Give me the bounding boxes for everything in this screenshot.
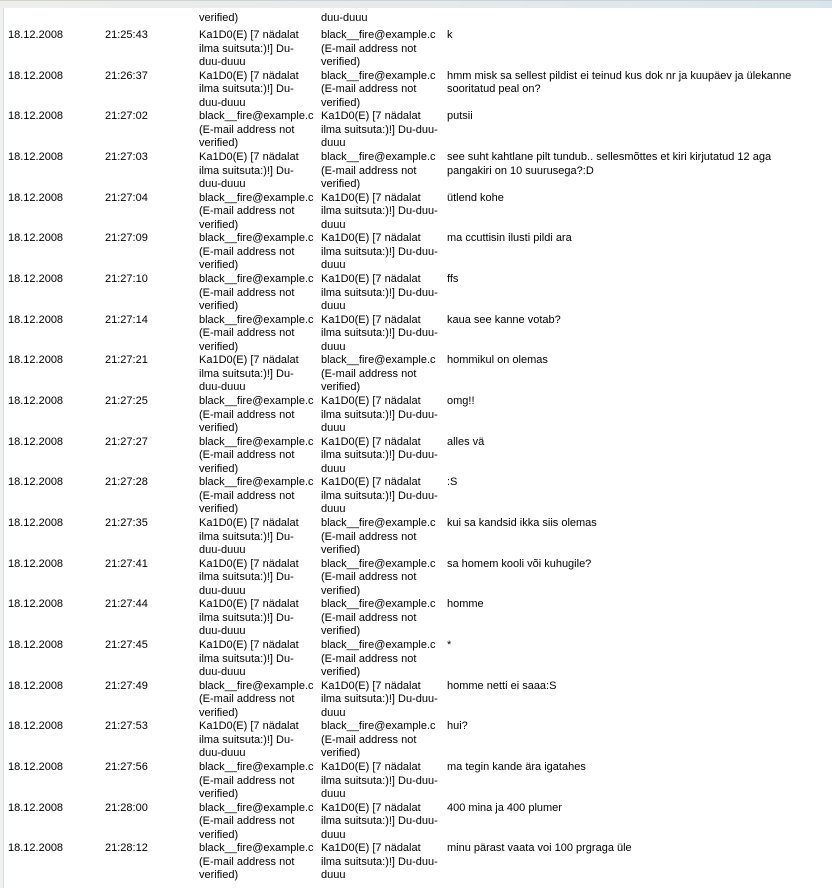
date-cell: 18.12.2008 (8, 313, 64, 326)
time-cell: 21:28:12 (105, 842, 148, 855)
receiver-cell: black__fire@example.c (E-mail address not verified) (321, 517, 436, 557)
message-cell: alles vä (447, 435, 485, 448)
time-cell: 21:27:03 (105, 151, 148, 164)
receiver-cell: black__fire@example.c (E-mail address not verified) (321, 69, 436, 109)
message-cell: see suht kahtlane pilt tundub.. sellesmõttes et kiri kirjutatud 12 aga pangakiri on 10 suurusega?:D (447, 151, 772, 177)
time-cell: 21:27:35 (105, 517, 148, 530)
time-cell: 21:27:14 (105, 313, 148, 326)
chat-log-row (5, 230, 832, 271)
receiver-cell: Ka1D0(E) [7 nädalat ilma suitsuta:)!] Du-duu-duuu (321, 761, 438, 801)
sender-cell: Ka1D0(E) [7 nädalat ilma suitsuta:)!] Du-duu-duuu (199, 29, 299, 68)
message-cell: ma tegin kande ära igatahes (447, 761, 586, 774)
receiver-cell: black__fire@example.c (E-mail address not verified) (321, 29, 436, 68)
time-cell: 21:27:49 (105, 679, 148, 692)
receiver-cell: Ka1D0(E) [7 nädalat ilma suitsuta:)!] Du-duu-duuu (321, 435, 438, 475)
message-cell: ütlend kohe (447, 191, 504, 204)
date-cell: 18.12.2008 (8, 151, 64, 164)
sender-cell: verified) (199, 12, 239, 24)
receiver-cell: Ka1D0(E) [7 nädalat ilma suitsuta:)!] Du-duu-duuu (321, 801, 438, 841)
message-cell: :S (447, 476, 458, 489)
chat-log-row (5, 556, 832, 597)
message-cell: hui? (447, 720, 468, 733)
time-cell: 21:27:41 (105, 557, 148, 570)
chat-log-row (5, 108, 832, 149)
receiver-cell: Ka1D0(E) [7 nädalat ilma suitsuta:)!] Du-duu-duuu (321, 395, 438, 435)
message-cell: ma ccuttisin ilusti pildi ara (447, 232, 572, 245)
receiver-cell: black__fire@example.c (E-mail address not verified) (321, 720, 436, 760)
date-cell: 18.12.2008 (8, 354, 64, 367)
message-cell: kaua see kanne votab? (447, 313, 561, 326)
message-cell: sa homem kooli või kuhugile? (447, 557, 592, 570)
time-cell: 21:27:02 (105, 110, 148, 123)
message-cell: 400 mina ja 400 plumer (447, 801, 562, 814)
receiver-cell: Ka1D0(E) [7 nädalat ilma suitsuta:)!] Du-duu-duuu (321, 232, 438, 272)
sender-cell: black__fire@example.c (E-mail address not verified) (199, 313, 314, 353)
date-cell: 18.12.2008 (8, 679, 64, 692)
date-cell: 18.12.2008 (8, 598, 64, 611)
time-cell: 21:27:27 (105, 435, 148, 448)
time-cell: 21:25:43 (105, 29, 148, 41)
sender-cell: black__fire@example.c (E-mail address not verified) (199, 801, 314, 841)
chat-log-row (5, 515, 832, 556)
chat-log-row (5, 68, 832, 109)
time-cell: 21:27:10 (105, 273, 148, 286)
sender-cell: Ka1D0(E) [7 nädalat ilma suitsuta:)!] Du-duu-duuu (199, 151, 299, 191)
chat-log-row (5, 393, 832, 434)
sender-cell: black__fire@example.c (E-mail address not verified) (199, 232, 314, 272)
message-cell: hmm misk sa sellest pildist ei teinud kus dok nr ja kuupäev ja ülekanne sooritatud peal on? (447, 69, 792, 96)
message-cell: homme netti ei saaa:S (447, 679, 557, 692)
message-cell: minu pärast vaata voi 100 prgraga üle (447, 842, 632, 855)
date-cell: 18.12.2008 (8, 639, 64, 652)
message-cell: homme (447, 598, 484, 611)
receiver-cell: black__fire@example.c (E-mail address not verified) (321, 151, 436, 191)
message-cell: hommikul on olemas (447, 354, 548, 367)
receiver-cell: duu-duuu (321, 12, 368, 24)
sender-cell: black__fire@example.c (E-mail address not verified) (199, 273, 314, 313)
receiver-cell: Ka1D0(E) [7 nädalat ilma suitsuta:)!] Du-duu-duuu (321, 842, 438, 882)
time-cell: 21:27:09 (105, 232, 148, 245)
chat-log-row (5, 149, 832, 190)
receiver-cell: Ka1D0(E) [7 nädalat ilma suitsuta:)!] Du-duu-duuu (321, 273, 438, 313)
sender-cell: Ka1D0(E) [7 nädalat ilma suitsuta:)!] Du-duu-duuu (199, 69, 299, 109)
chat-history-log (5, 8, 832, 881)
chat-log-row (5, 434, 832, 475)
sender-cell: black__fire@example.c (E-mail address not verified) (199, 435, 314, 475)
sender-cell: Ka1D0(E) [7 nädalat ilma suitsuta:)!] Du-duu-duuu (199, 720, 299, 760)
window-top-edge (0, 0, 832, 8)
sender-cell: Ka1D0(E) [7 nädalat ilma suitsuta:)!] Du-duu-duuu (199, 557, 299, 597)
sender-cell: black__fire@example.c (E-mail address not verified) (199, 395, 314, 435)
receiver-cell: Ka1D0(E) [7 nädalat ilma suitsuta:)!] Du-duu-duuu (321, 110, 438, 150)
date-cell: 18.12.2008 (8, 517, 64, 530)
date-cell: 18.12.2008 (8, 435, 64, 448)
time-cell: 21:27:04 (105, 191, 148, 204)
receiver-cell: black__fire@example.c (E-mail address not verified) (321, 598, 436, 638)
chat-log-row (5, 800, 832, 841)
date-cell: 18.12.2008 (8, 29, 64, 41)
chat-log-row (5, 759, 832, 800)
receiver-cell: Ka1D0(E) [7 nädalat ilma suitsuta:)!] Du-duu-duuu (321, 191, 438, 231)
message-cell: omg!! (447, 395, 475, 408)
chat-log-row (5, 27, 832, 68)
sender-cell: black__fire@example.c (E-mail address not verified) (199, 476, 314, 516)
time-cell: 21:27:53 (105, 720, 148, 733)
date-cell: 18.12.2008 (8, 110, 64, 123)
chat-log-row (5, 352, 832, 393)
date-cell: 18.12.2008 (8, 191, 64, 204)
chat-log-row (5, 718, 832, 759)
chat-log-row (5, 840, 832, 881)
date-cell: 18.12.2008 (8, 761, 64, 774)
receiver-cell: black__fire@example.c (E-mail address not verified) (321, 639, 436, 679)
sender-cell: black__fire@example.c (E-mail address not verified) (199, 842, 314, 882)
date-cell: 18.12.2008 (8, 801, 64, 814)
chat-log-row (5, 271, 832, 312)
receiver-cell: Ka1D0(E) [7 nädalat ilma suitsuta:)!] Du-duu-duuu (321, 679, 438, 719)
chat-log-row (5, 596, 832, 637)
sender-cell: black__fire@example.c (E-mail address not verified) (199, 191, 314, 231)
receiver-cell: black__fire@example.c (E-mail address not verified) (321, 557, 436, 597)
sender-cell: Ka1D0(E) [7 nädalat ilma suitsuta:)!] Du-duu-duuu (199, 517, 299, 557)
window-left-edge (0, 8, 4, 888)
chat-log-row (5, 678, 832, 719)
date-cell: 18.12.2008 (8, 69, 64, 82)
sender-cell: Ka1D0(E) [7 nädalat ilma suitsuta:)!] Du-duu-duuu (199, 598, 299, 638)
date-cell: 18.12.2008 (8, 720, 64, 733)
chat-log-row (5, 474, 832, 515)
chat-log-row (5, 637, 832, 678)
sender-cell: black__fire@example.c (E-mail address not verified) (199, 110, 314, 150)
message-cell: putsii (447, 110, 473, 123)
time-cell: 21:27:44 (105, 598, 148, 611)
message-cell: ffs (447, 273, 459, 286)
chat-log-row-partial (5, 8, 832, 27)
date-cell: 18.12.2008 (8, 557, 64, 570)
message-cell: * (447, 639, 452, 652)
receiver-cell: Ka1D0(E) [7 nädalat ilma suitsuta:)!] Du-duu-duuu (321, 313, 438, 353)
message-cell: k (447, 29, 453, 41)
chat-log-row (5, 190, 832, 231)
sender-cell: Ka1D0(E) [7 nädalat ilma suitsuta:)!] Du-duu-duuu (199, 639, 299, 679)
time-cell: 21:27:21 (105, 354, 148, 367)
sender-cell: Ka1D0(E) [7 nädalat ilma suitsuta:)!] Du-duu-duuu (199, 354, 299, 394)
sender-cell: black__fire@example.c (E-mail address not verified) (199, 761, 314, 801)
date-cell: 18.12.2008 (8, 842, 64, 855)
time-cell: 21:26:37 (105, 69, 148, 82)
sender-cell: black__fire@example.c (E-mail address not verified) (199, 679, 314, 719)
chat-log-row (5, 312, 832, 353)
time-cell: 21:28:00 (105, 801, 148, 814)
receiver-cell: Ka1D0(E) [7 nädalat ilma suitsuta:)!] Du-duu-duuu (321, 476, 438, 516)
time-cell: 21:27:45 (105, 639, 148, 652)
date-cell: 18.12.2008 (8, 395, 64, 408)
time-cell: 21:27:56 (105, 761, 148, 774)
chat-log-rows (5, 27, 832, 881)
time-cell: 21:27:28 (105, 476, 148, 489)
time-cell: 21:27:25 (105, 395, 148, 408)
receiver-cell: black__fire@example.c (E-mail address not verified) (321, 354, 436, 394)
message-cell: kui sa kandsid ikka siis olemas (447, 517, 597, 530)
date-cell: 18.12.2008 (8, 273, 64, 286)
date-cell: 18.12.2008 (8, 232, 64, 245)
date-cell: 18.12.2008 (8, 476, 64, 489)
